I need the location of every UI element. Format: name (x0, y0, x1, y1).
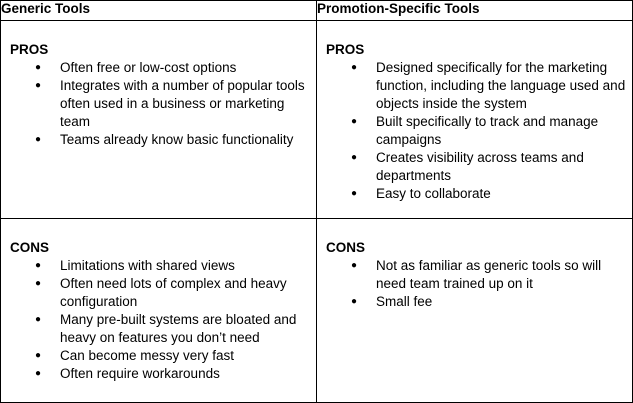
list-item: ● Small fee (376, 293, 626, 311)
promotion-pros-cell (317, 21, 633, 219)
list-item: ● Integrates with a number of popular tools often used in a business or marketing team (60, 77, 310, 131)
promotion-pros-list (326, 59, 626, 203)
list-item: ● Designed specifically for the marketing function, including the language used and objects inside the system (376, 59, 626, 113)
generic-pros-list (10, 59, 310, 149)
list-item: ● Limitations with shared views (60, 257, 310, 275)
promotion-pros-title: PROS (326, 42, 365, 57)
promotion-cons-list (326, 257, 626, 311)
generic-pros-cell (1, 21, 317, 219)
generic-cons-list (10, 257, 310, 383)
promotion-tools-header: Promotion-Specific Tools (317, 1, 633, 21)
generic-tools-header: Generic Tools (1, 1, 317, 21)
list-item: ● Creates visibility across teams and departments (376, 149, 626, 185)
generic-pros-title: PROS (10, 42, 49, 57)
generic-cons-cell (1, 219, 317, 403)
list-item: ● Can become messy very fast (60, 347, 310, 365)
list-item: ● Easy to collaborate (376, 185, 626, 203)
list-item: ● Teams already know basic functionality (60, 131, 310, 149)
list-item: ● Often need lots of complex and heavy configuration (60, 275, 310, 311)
list-item: ● Built specifically to track and manage campaigns (376, 113, 626, 149)
pros-row (1, 21, 633, 219)
header-row (1, 1, 633, 21)
list-item: ● Not as familiar as generic tools so will need team trained up on it (376, 257, 626, 293)
generic-cons-title: CONS (10, 240, 50, 255)
promotion-cons-cell (317, 219, 633, 403)
list-item: ● Often free or low-cost options (60, 59, 310, 77)
list-item: ● Often require workarounds (60, 365, 310, 383)
list-item: ● Many pre-built systems are bloated and heavy on features you don’t need (60, 311, 310, 347)
promotion-cons-title: CONS (326, 240, 366, 255)
cons-row (1, 219, 633, 403)
